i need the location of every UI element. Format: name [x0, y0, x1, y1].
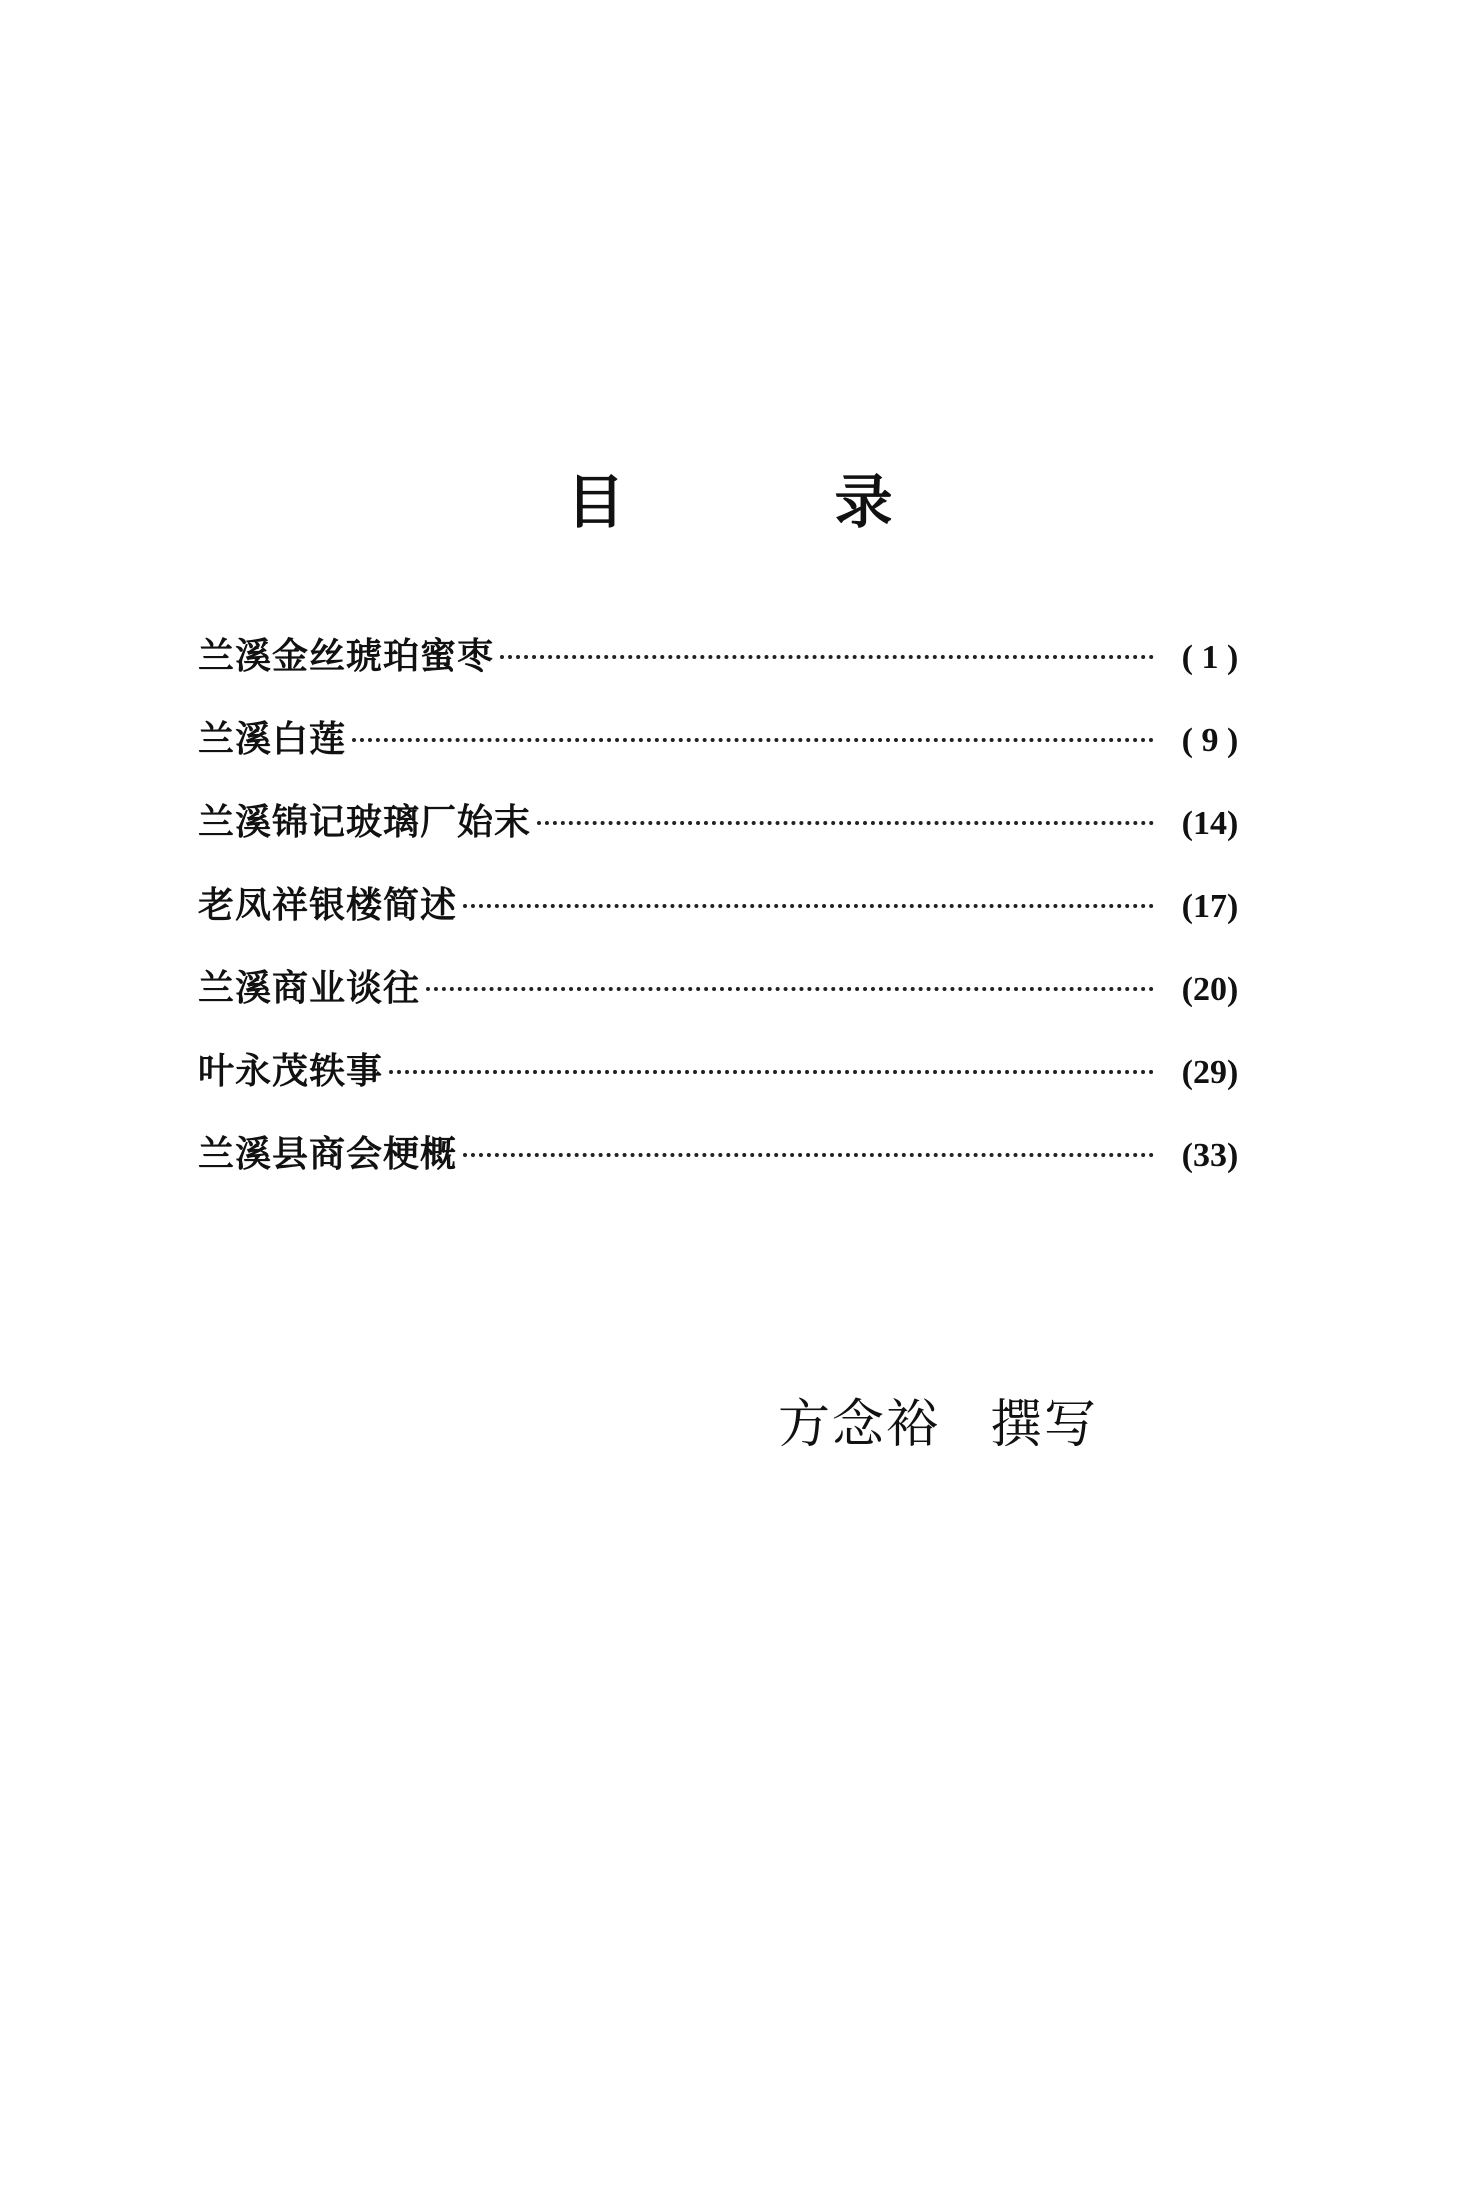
toc-page-number: (29) [1181, 1054, 1239, 1091]
toc-dot-leader [537, 821, 1154, 825]
toc-entry[interactable] [198, 1126, 1260, 1209]
toc-entry[interactable] [198, 711, 1260, 794]
author-credit [778, 1382, 1098, 1457]
toc-entry[interactable] [198, 794, 1260, 877]
toc-page-number: ( 1 ) [1181, 639, 1239, 676]
toc-entry-title: 兰溪县商会梗概 [198, 1133, 458, 1175]
author-name: 方念裕 [778, 1395, 941, 1455]
toc-page-number: (33) [1181, 1137, 1239, 1174]
toc-page-number: (14) [1181, 805, 1239, 842]
toc-entry[interactable] [198, 1043, 1260, 1126]
toc-dot-leader [500, 655, 1154, 659]
toc-page-number: (20) [1181, 971, 1239, 1008]
toc-entry-title: 兰溪金丝琥珀蜜枣 [198, 635, 495, 677]
toc-entry-title: 老凤祥银楼简述 [198, 884, 458, 926]
toc-page-number: ( 9 ) [1181, 722, 1239, 759]
page-title [0, 455, 1459, 539]
toc-entry-title: 兰溪商业谈往 [198, 967, 421, 1009]
toc-dot-leader [352, 738, 1154, 742]
toc-dot-leader [463, 904, 1154, 908]
toc-entry-title: 兰溪白莲 [198, 718, 347, 760]
table-of-contents [198, 628, 1260, 1209]
author-role: 撰写 [990, 1395, 1099, 1455]
toc-dot-leader [463, 1153, 1154, 1157]
toc-entry[interactable] [198, 628, 1260, 711]
toc-entry[interactable] [198, 960, 1260, 1043]
toc-dot-leader [426, 987, 1154, 991]
title-char-1: 目 [566, 468, 625, 536]
title-char-2: 录 [834, 468, 893, 536]
toc-entry-title: 兰溪锦记玻璃厂始末 [198, 801, 532, 843]
toc-entry[interactable] [198, 877, 1260, 960]
toc-page-number: (17) [1181, 888, 1239, 925]
toc-entry-title: 叶永茂轶事 [198, 1050, 384, 1092]
toc-dot-leader [389, 1070, 1154, 1074]
